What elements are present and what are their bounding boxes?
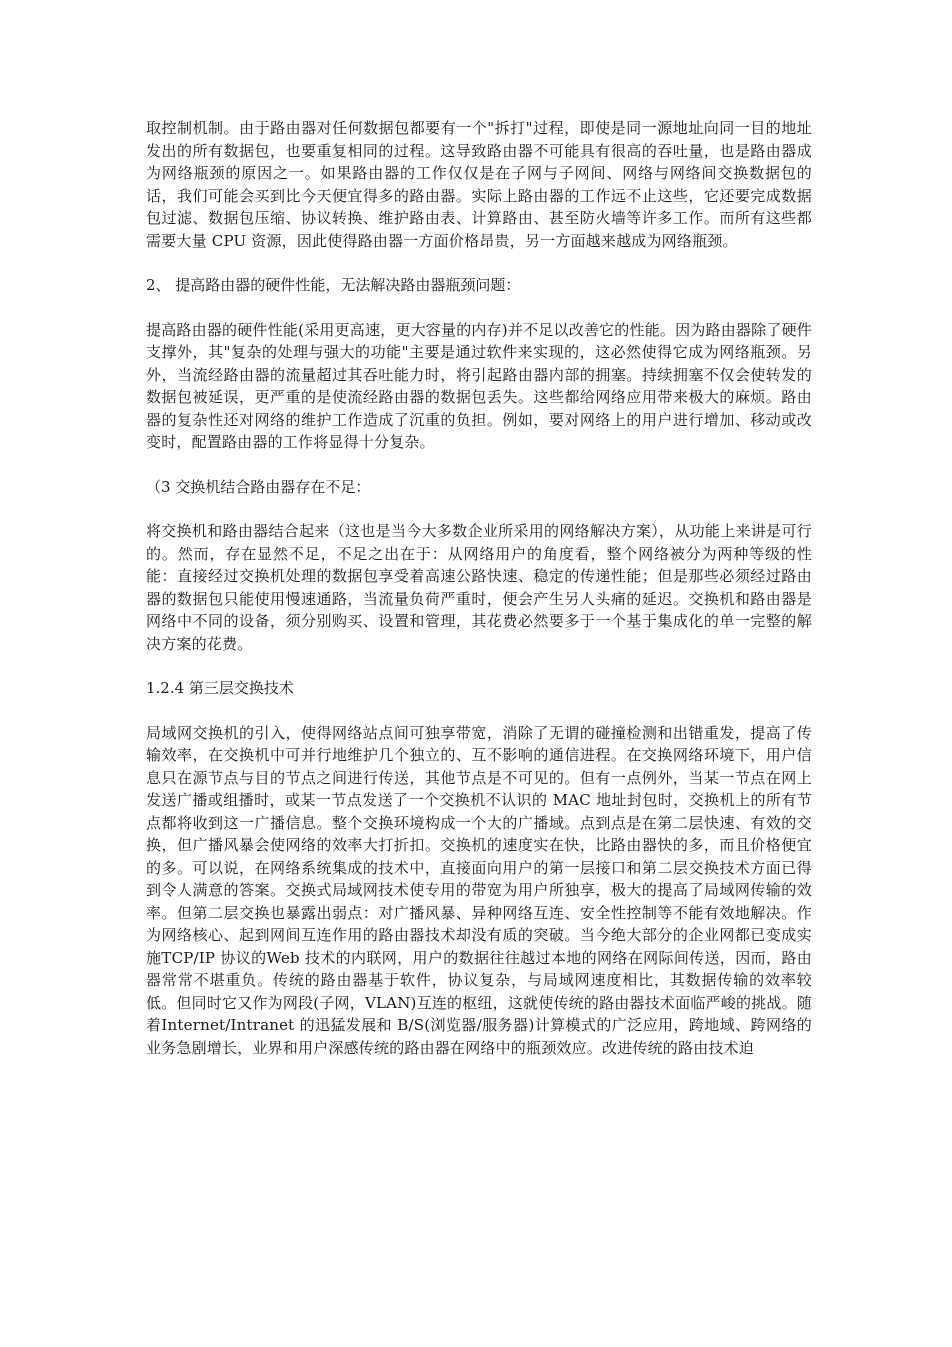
heading-hardware-performance: 2、 提高路由器的硬件性能，无法解决路由器瓶颈问题： — [146, 276, 521, 294]
heading-layer3-switching: 1.2.4 第三层交换技术 — [146, 679, 294, 697]
paragraph-hardware-performance: 提高路由器的硬件性能(采用更高速，更大容量的内存)并不足以改善它的性能。因为路由器除了硬件支撑外，其"复杂的处理与强大的功能"主要是通过软件来实现的，这必然使得它成为网络瓶颈。另外，当流经路由器的流量超过其吞吐能力时，将引起路由器内部的拥塞。持续拥塞不仅会使转发的数据包被延误，更严重的是使流经路由器的数据包丢失。这些都给网络应用带来极大的麻烦。路由器的复杂性还对网络的维护工作造成了沉重的负担。例如，要对网络上的用户进行增加、移动或改变时，配置路由器的工作将显得十分复杂。 — [146, 320, 812, 451]
paragraph-layer3-switching: 局域网交换机的引入，使得网络站点间可独享带宽，消除了无谓的碰撞检测和出错重发，提高了传输效率，在交换机中可并行地维护几个独立的、互不影响的通信进程。在交换网络环境下，用户信息只在源节点与目的节点之间进行传送，其他节点是不可见的。但有一点例外，当某一节点在网上发送广播或组播时，或某一节点发送了一个交换机不认识的 MAC 地址封包时，交换机上的所有节点都将收到这一广播信息。整个交换环境构成一个大的广播域。点到点是在第二层快速、有效的交换，但广播风暴会使网络的效率大打折扣。交换机的速度实在快，比路由器快的多，而且价格便宜的多。可以说，在网络系统集成的技术中，直接面向用户的第一层接口和第二层交换技术方面已得到令人满意的答案。交换式局域网技术使专用的带宽为用户所独享，极大的提高了局域网传输的效率。但第二层交换也暴露出弱点：对广播风暴、异种网络互连、安全性控制等不能有效地解决。作为网络核心、起到网间互连作用的路由器技术却没有质的突破。当今绝大部分的企业网都已变成实施TCP/IP 协议的Web 技术的内联网，用户的数据往往越过本地的网络在网际间传送，因而，路由器常常不堪重负。传统的路由器基于软件，协议复杂，与局域网速度相比，其数据传输的效率较低。但同时它又作为网段(子网，VLAN)互连的枢纽，这就使传统的路由器技术面临严峻的挑战。随着Internet/Intranet 的迅猛发展和 B/S(浏览器/服务器)计算模式的广泛应用，跨地域、跨网络的业务急剧增长，业界和用户深感传统的路由器在网络中的瓶颈效应。改进传统的路由技术迫 — [146, 723, 812, 1057]
spacer — [146, 252, 812, 274]
spacer — [146, 498, 812, 520]
paragraph-switch-router-combination: 将交换机和路由器结合起来（这也是当今大多数企业所采用的网络解决方案），从功能上来讲是可行的。然而，存在显然不足，不足之出在于：从网络用户的角度看，整个网络被分为两种等级的性能：直接经过交换机处理的数据包享受着高速公路快速、稳定的传递性能；但是那些必须经过路由器的数据包只能使用慢速通路，当流量负荷严重时，便会产生另人头痛的延迟。交换机和路由器是网络中不同的设备，须分别购买、设置和管理，其花费必然要多于一个基于集成化的单一完整的解决方案的花费。 — [146, 522, 812, 653]
spacer — [146, 655, 812, 677]
paragraph-router-bottleneck: 取控制机制。由于路由器对任何数据包都要有一个"拆打"过程，即使是同一源地址向同一目的地址发出的所有数据包，也要重复相同的过程。这导致路由器不可能具有很高的吞吐量，也是路由器成为网络瓶颈的原因之一。如果路由器的工作仅仅是在子网与子网间、网络与网络间交换数据包的话，我们可能会买到比今天便宜得多的路由器。实际上路由器的工作远不止这些，它还要完成数据包过滤、数据包压缩、协议转换、维护路由表、计算路由、甚至防火墙等许多工作。而所有这些都需要大量 CPU 资源，因此使得路由器一方面价格昂贵，另一方面越来越成为网络瓶颈。 — [146, 119, 812, 250]
spacer — [146, 700, 812, 722]
heading-switch-router-combination: （3 交换机结合路由器存在不足： — [146, 477, 371, 496]
spacer — [146, 297, 812, 319]
document-body — [146, 117, 812, 1059]
spacer — [146, 454, 812, 476]
